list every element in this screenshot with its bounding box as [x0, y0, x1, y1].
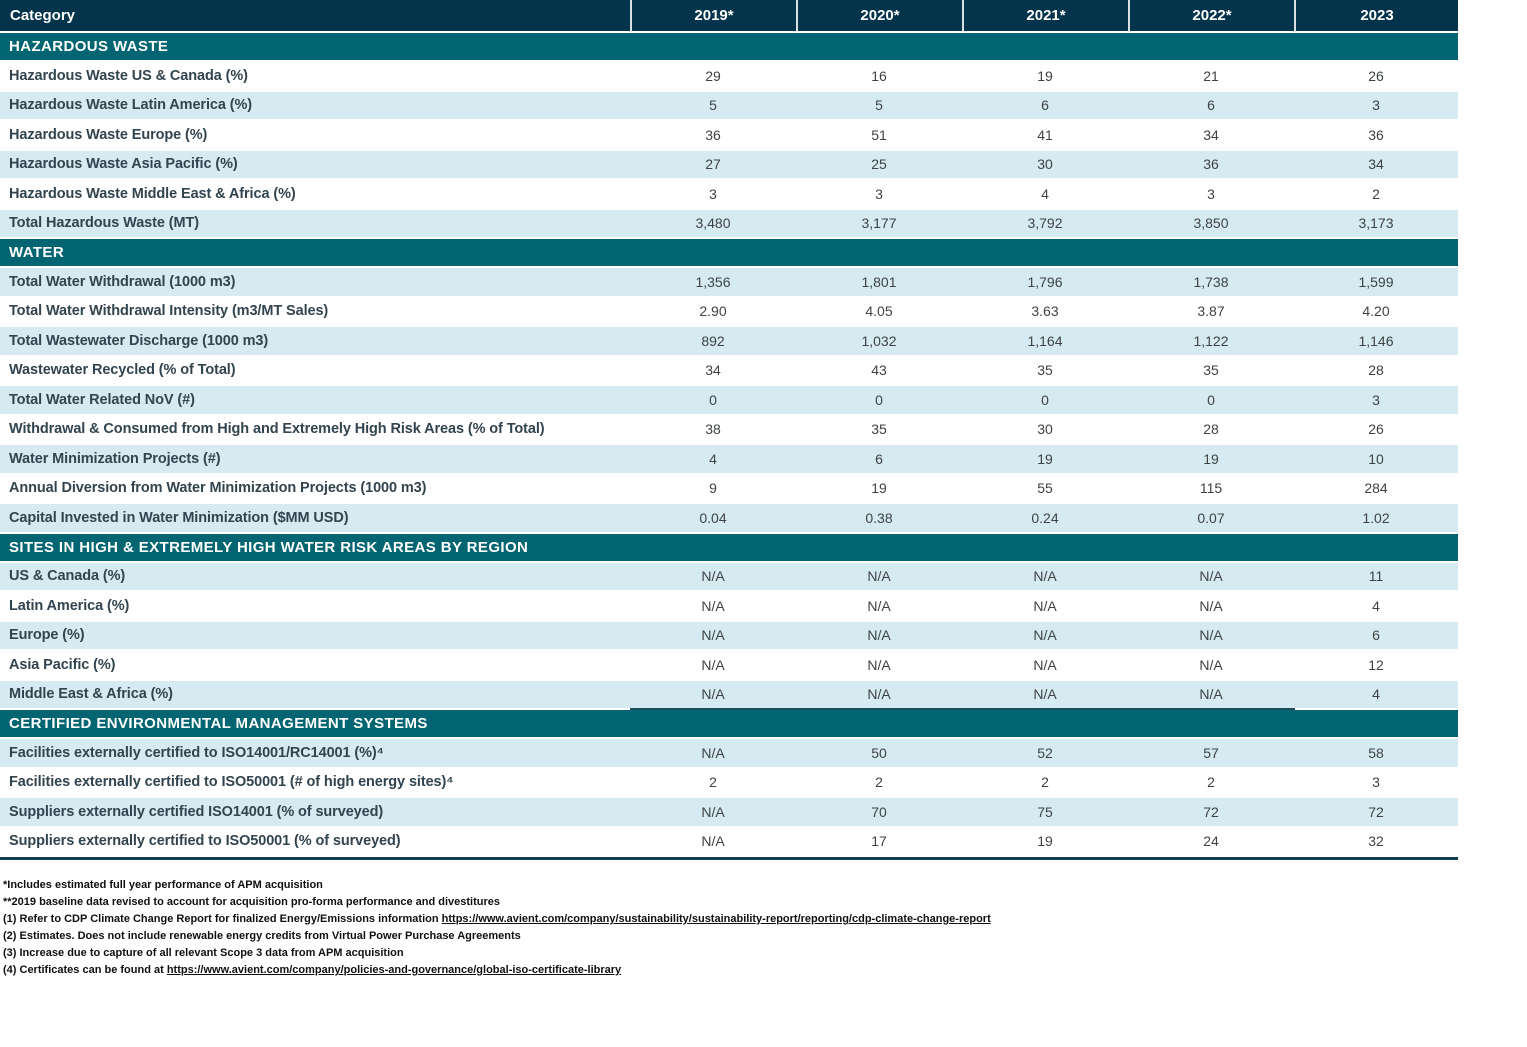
- metric-value: 10: [1368, 450, 1384, 467]
- metric-value: N/A: [1033, 627, 1057, 644]
- metric-value: 6: [1207, 97, 1215, 114]
- metric-value: 4: [1372, 597, 1380, 614]
- metric-value: N/A: [1199, 656, 1223, 673]
- column-header-year-2022: 2022*: [1128, 0, 1294, 31]
- metric-value: 26: [1368, 421, 1384, 438]
- table-row: [0, 268, 1458, 296]
- metric-value: 17: [871, 833, 887, 850]
- metric-value: 1,738: [1193, 273, 1229, 290]
- metric-value: 6: [875, 450, 883, 467]
- table-row: [0, 416, 1458, 444]
- metric-value: 3,850: [1193, 215, 1229, 232]
- table-row: [0, 592, 1458, 620]
- metric-value: N/A: [1033, 686, 1057, 703]
- footnote-link[interactable]: https://www.avient.com/company/sustainability/sustainability-report/reporting/cdp-climate-change-report: [441, 913, 991, 925]
- table-row: [0, 651, 1458, 679]
- metric-value: N/A: [867, 568, 891, 585]
- metric-value: 2: [875, 774, 883, 791]
- table-row: [0, 504, 1458, 532]
- metric-value: 2: [1041, 774, 1049, 791]
- metric-value: 4.05: [865, 303, 893, 320]
- metric-value: 19: [1037, 67, 1053, 84]
- footnote: [3, 911, 1527, 928]
- metric-value: N/A: [867, 627, 891, 644]
- metric-value: 30: [1037, 421, 1053, 438]
- metric-value: 284: [1364, 480, 1388, 497]
- section-title: HAZARDOUS WASTE: [9, 38, 169, 55]
- metric-value: 36: [1203, 156, 1219, 173]
- metric-value: 9: [709, 480, 717, 497]
- row-label: Europe (%): [9, 627, 85, 644]
- footnote-text: *Includes estimated full year performance of APM acquisition: [3, 879, 323, 891]
- metric-value: 24: [1203, 833, 1219, 850]
- metric-value: 19: [1037, 833, 1053, 850]
- row-label: Middle East & Africa (%): [9, 686, 173, 703]
- section-title: WATER: [9, 244, 65, 261]
- metric-value: N/A: [1199, 627, 1223, 644]
- row-label: Total Water Withdrawal Intensity (m3/MT Sales): [9, 303, 329, 320]
- metric-value: 72: [1368, 803, 1384, 820]
- metric-value: N/A: [867, 597, 891, 614]
- section-header: [0, 534, 1458, 561]
- table-row: [0, 357, 1458, 385]
- metric-value: 26: [1368, 67, 1384, 84]
- metric-value: 19: [871, 480, 887, 497]
- metric-value: 1,599: [1358, 273, 1394, 290]
- row-label: Hazardous Waste Latin America (%): [9, 97, 252, 114]
- metric-value: 4.20: [1362, 303, 1390, 320]
- row-label: Facilities externally certified to ISO14001/RC14001 (%)⁴: [9, 744, 384, 761]
- metric-value: 0: [1207, 391, 1215, 408]
- metric-value: 3: [1372, 391, 1380, 408]
- table-row: [0, 769, 1458, 797]
- metric-value: 19: [1037, 450, 1053, 467]
- metric-value: 27: [705, 156, 721, 173]
- metric-value: 75: [1037, 803, 1053, 820]
- metric-value: 30: [1037, 156, 1053, 173]
- metric-value: N/A: [701, 568, 725, 585]
- footnote: [3, 894, 1527, 911]
- table-row: [0, 798, 1458, 826]
- row-label: Facilities externally certified to ISO50001 (# of high energy sites)⁴: [9, 774, 454, 791]
- table-row: [0, 445, 1458, 473]
- footnote-text: (1) Refer to CDP Climate Change Report for finalized Energy/Emissions information: [3, 913, 442, 925]
- metric-value: 5: [709, 97, 717, 114]
- table-row: [0, 828, 1458, 856]
- metric-value: 0.38: [865, 509, 893, 526]
- metric-value: 1,164: [1027, 332, 1063, 349]
- metric-value: N/A: [867, 686, 891, 703]
- table-row: [0, 210, 1458, 238]
- metric-value: N/A: [1199, 597, 1223, 614]
- metric-value: 3: [1372, 774, 1380, 791]
- column-header-year-2019: 2019*: [630, 0, 796, 31]
- section-title: CERTIFIED ENVIRONMENTAL MANAGEMENT SYSTEMS: [9, 715, 428, 732]
- footnote-text: **2019 baseline data revised to account for acquisition pro-forma performance and divestitures: [3, 896, 500, 908]
- metric-value: 1,796: [1027, 273, 1063, 290]
- metric-value: N/A: [701, 597, 725, 614]
- footnote: [3, 877, 1527, 894]
- metric-value: 43: [871, 362, 887, 379]
- section-header: [0, 239, 1458, 266]
- row-label: Suppliers externally certified to ISO50001 (% of surveyed): [9, 833, 401, 850]
- table-row: [0, 180, 1458, 208]
- metric-value: 35: [1203, 362, 1219, 379]
- metric-value: N/A: [701, 803, 725, 820]
- metric-value: 892: [701, 332, 725, 349]
- metric-value: 29: [705, 67, 721, 84]
- row-label: Total Wastewater Discharge (1000 m3): [9, 332, 269, 349]
- metric-value: 11: [1368, 568, 1384, 585]
- table-row: [0, 327, 1458, 355]
- footnotes: [0, 877, 1527, 979]
- table-header-row: [0, 0, 1458, 31]
- metric-value: 51: [871, 126, 887, 143]
- table-row: [0, 298, 1458, 326]
- row-label: Asia Pacific (%): [9, 656, 116, 673]
- row-label: Water Minimization Projects (#): [9, 450, 221, 467]
- row-label: Annual Diversion from Water Minimization Projects (1000 m3): [9, 480, 427, 497]
- metric-value: 28: [1203, 421, 1219, 438]
- metric-value: 19: [1203, 450, 1219, 467]
- row-label: Withdrawal & Consumed from High and Extremely High Risk Areas (% of Total): [9, 421, 545, 438]
- footnote-text: (3) Increase due to capture of all relevant Scope 3 data from APM acquisition: [3, 947, 404, 959]
- metric-value: 1,122: [1193, 332, 1229, 349]
- metric-value: 3: [1207, 185, 1215, 202]
- footnote: [3, 962, 1527, 979]
- metric-value: 3,177: [861, 215, 897, 232]
- row-label: Hazardous Waste Europe (%): [9, 126, 208, 143]
- metric-value: 4: [709, 450, 717, 467]
- metric-value: N/A: [1033, 568, 1057, 585]
- table-row: [0, 563, 1458, 591]
- row-label: Total Water Withdrawal (1000 m3): [9, 273, 236, 290]
- metric-value: 12: [1368, 656, 1384, 673]
- metric-value: 0.24: [1031, 509, 1059, 526]
- metric-value: 2: [1207, 774, 1215, 791]
- metric-value: 35: [871, 421, 887, 438]
- row-label: Wastewater Recycled (% of Total): [9, 362, 236, 379]
- table-row: [0, 92, 1458, 120]
- metric-value: 57: [1203, 744, 1219, 761]
- metric-value: 21: [1203, 67, 1219, 84]
- table-row: [0, 62, 1458, 90]
- footnote: [3, 945, 1527, 962]
- metric-value: N/A: [701, 744, 725, 761]
- column-header-year-2021: 2021*: [962, 0, 1128, 31]
- table-bottom-border: [0, 857, 1458, 860]
- metric-value: 1,801: [861, 273, 897, 290]
- row-label: Latin America (%): [9, 597, 130, 614]
- column-header-category: Category: [10, 7, 76, 24]
- metric-value: N/A: [701, 627, 725, 644]
- metric-value: 36: [1368, 126, 1384, 143]
- metric-value: 32: [1368, 833, 1384, 850]
- metric-value: N/A: [1199, 686, 1223, 703]
- row-label: Suppliers externally certified ISO14001 (% of surveyed): [9, 803, 384, 820]
- footnote-text: (2) Estimates. Does not include renewable energy credits from Virtual Power Purchase Agreements: [3, 930, 521, 942]
- section-header: [0, 33, 1458, 60]
- row-label: Hazardous Waste Asia Pacific (%): [9, 156, 238, 173]
- metric-value: 2.90: [699, 303, 727, 320]
- table-row: [0, 739, 1458, 767]
- table-row: [0, 622, 1458, 650]
- metric-value: 5: [875, 97, 883, 114]
- metric-value: 4: [1041, 185, 1049, 202]
- metric-value: 1,146: [1358, 332, 1394, 349]
- table-row: [0, 386, 1458, 414]
- table-row: [0, 151, 1458, 179]
- metric-value: N/A: [701, 656, 725, 673]
- metric-value: 6: [1372, 627, 1380, 644]
- metric-value: 58: [1368, 744, 1384, 761]
- row-label: Capital Invested in Water Minimization ($MM USD): [9, 509, 349, 526]
- table-row: [0, 681, 1458, 709]
- metric-value: 41: [1037, 126, 1053, 143]
- metric-value: 34: [1368, 156, 1384, 173]
- metric-value: N/A: [867, 656, 891, 673]
- metric-value: 28: [1368, 362, 1384, 379]
- metric-value: 0: [875, 391, 883, 408]
- metric-value: 1,356: [695, 273, 731, 290]
- metric-value: N/A: [1199, 568, 1223, 585]
- metric-value: 6: [1041, 97, 1049, 114]
- row-label: Total Hazardous Waste (MT): [9, 215, 199, 232]
- column-header-year-2023: 2023: [1294, 0, 1458, 31]
- metric-value: 0.07: [1197, 509, 1225, 526]
- metric-value: 3: [1372, 97, 1380, 114]
- table-row: [0, 121, 1458, 149]
- table-row: [0, 475, 1458, 503]
- metric-value: 3,173: [1358, 215, 1394, 232]
- metric-value: 3: [709, 185, 717, 202]
- metric-value: N/A: [1033, 597, 1057, 614]
- metric-value: 16: [871, 67, 887, 84]
- row-label: US & Canada (%): [9, 568, 126, 585]
- metric-value: 3,792: [1027, 215, 1063, 232]
- metric-value: 38: [705, 421, 721, 438]
- metric-value: 55: [1037, 480, 1053, 497]
- metric-value: 34: [705, 362, 721, 379]
- metric-value: 3: [875, 185, 883, 202]
- metric-value: N/A: [701, 686, 725, 703]
- metric-value: N/A: [701, 833, 725, 850]
- metric-value: 0.04: [699, 509, 727, 526]
- footnote-text: (4) Certificates can be found at: [3, 964, 167, 976]
- metric-value: 35: [1037, 362, 1053, 379]
- metric-value: 115: [1199, 480, 1223, 497]
- metric-value: 1.02: [1362, 509, 1390, 526]
- metric-value: 0: [1041, 391, 1049, 408]
- row-label: Hazardous Waste US & Canada (%): [9, 67, 248, 84]
- metric-value: 4: [1372, 686, 1380, 703]
- row-label: Total Water Related NoV (#): [9, 391, 195, 408]
- footnote: [3, 928, 1527, 945]
- metric-value: 3.87: [1197, 303, 1225, 320]
- footnote-link[interactable]: https://www.avient.com/company/policies-and-governance/global-iso-certificate-library: [166, 964, 622, 976]
- metric-value: 3.63: [1031, 303, 1059, 320]
- metric-value: 34: [1203, 126, 1219, 143]
- metric-value: 1,032: [861, 332, 897, 349]
- metric-value: 36: [705, 126, 721, 143]
- section-header: [0, 710, 1458, 737]
- metric-value: 70: [871, 803, 887, 820]
- metric-value: 25: [871, 156, 887, 173]
- metric-value: 0: [709, 391, 717, 408]
- metric-value: 72: [1203, 803, 1219, 820]
- partial-rule-divider: [630, 708, 1295, 710]
- metric-value: 52: [1037, 744, 1053, 761]
- metric-value: 2: [1372, 185, 1380, 202]
- metric-value: 3,480: [695, 215, 731, 232]
- row-label: Hazardous Waste Middle East & Africa (%): [9, 185, 296, 202]
- metric-value: N/A: [1033, 656, 1057, 673]
- metric-value: 50: [871, 744, 887, 761]
- column-header-year-2020: 2020*: [796, 0, 962, 31]
- section-title: SITES IN HIGH & EXTREMELY HIGH WATER RISK AREAS BY REGION: [9, 538, 529, 556]
- metric-value: 2: [709, 774, 717, 791]
